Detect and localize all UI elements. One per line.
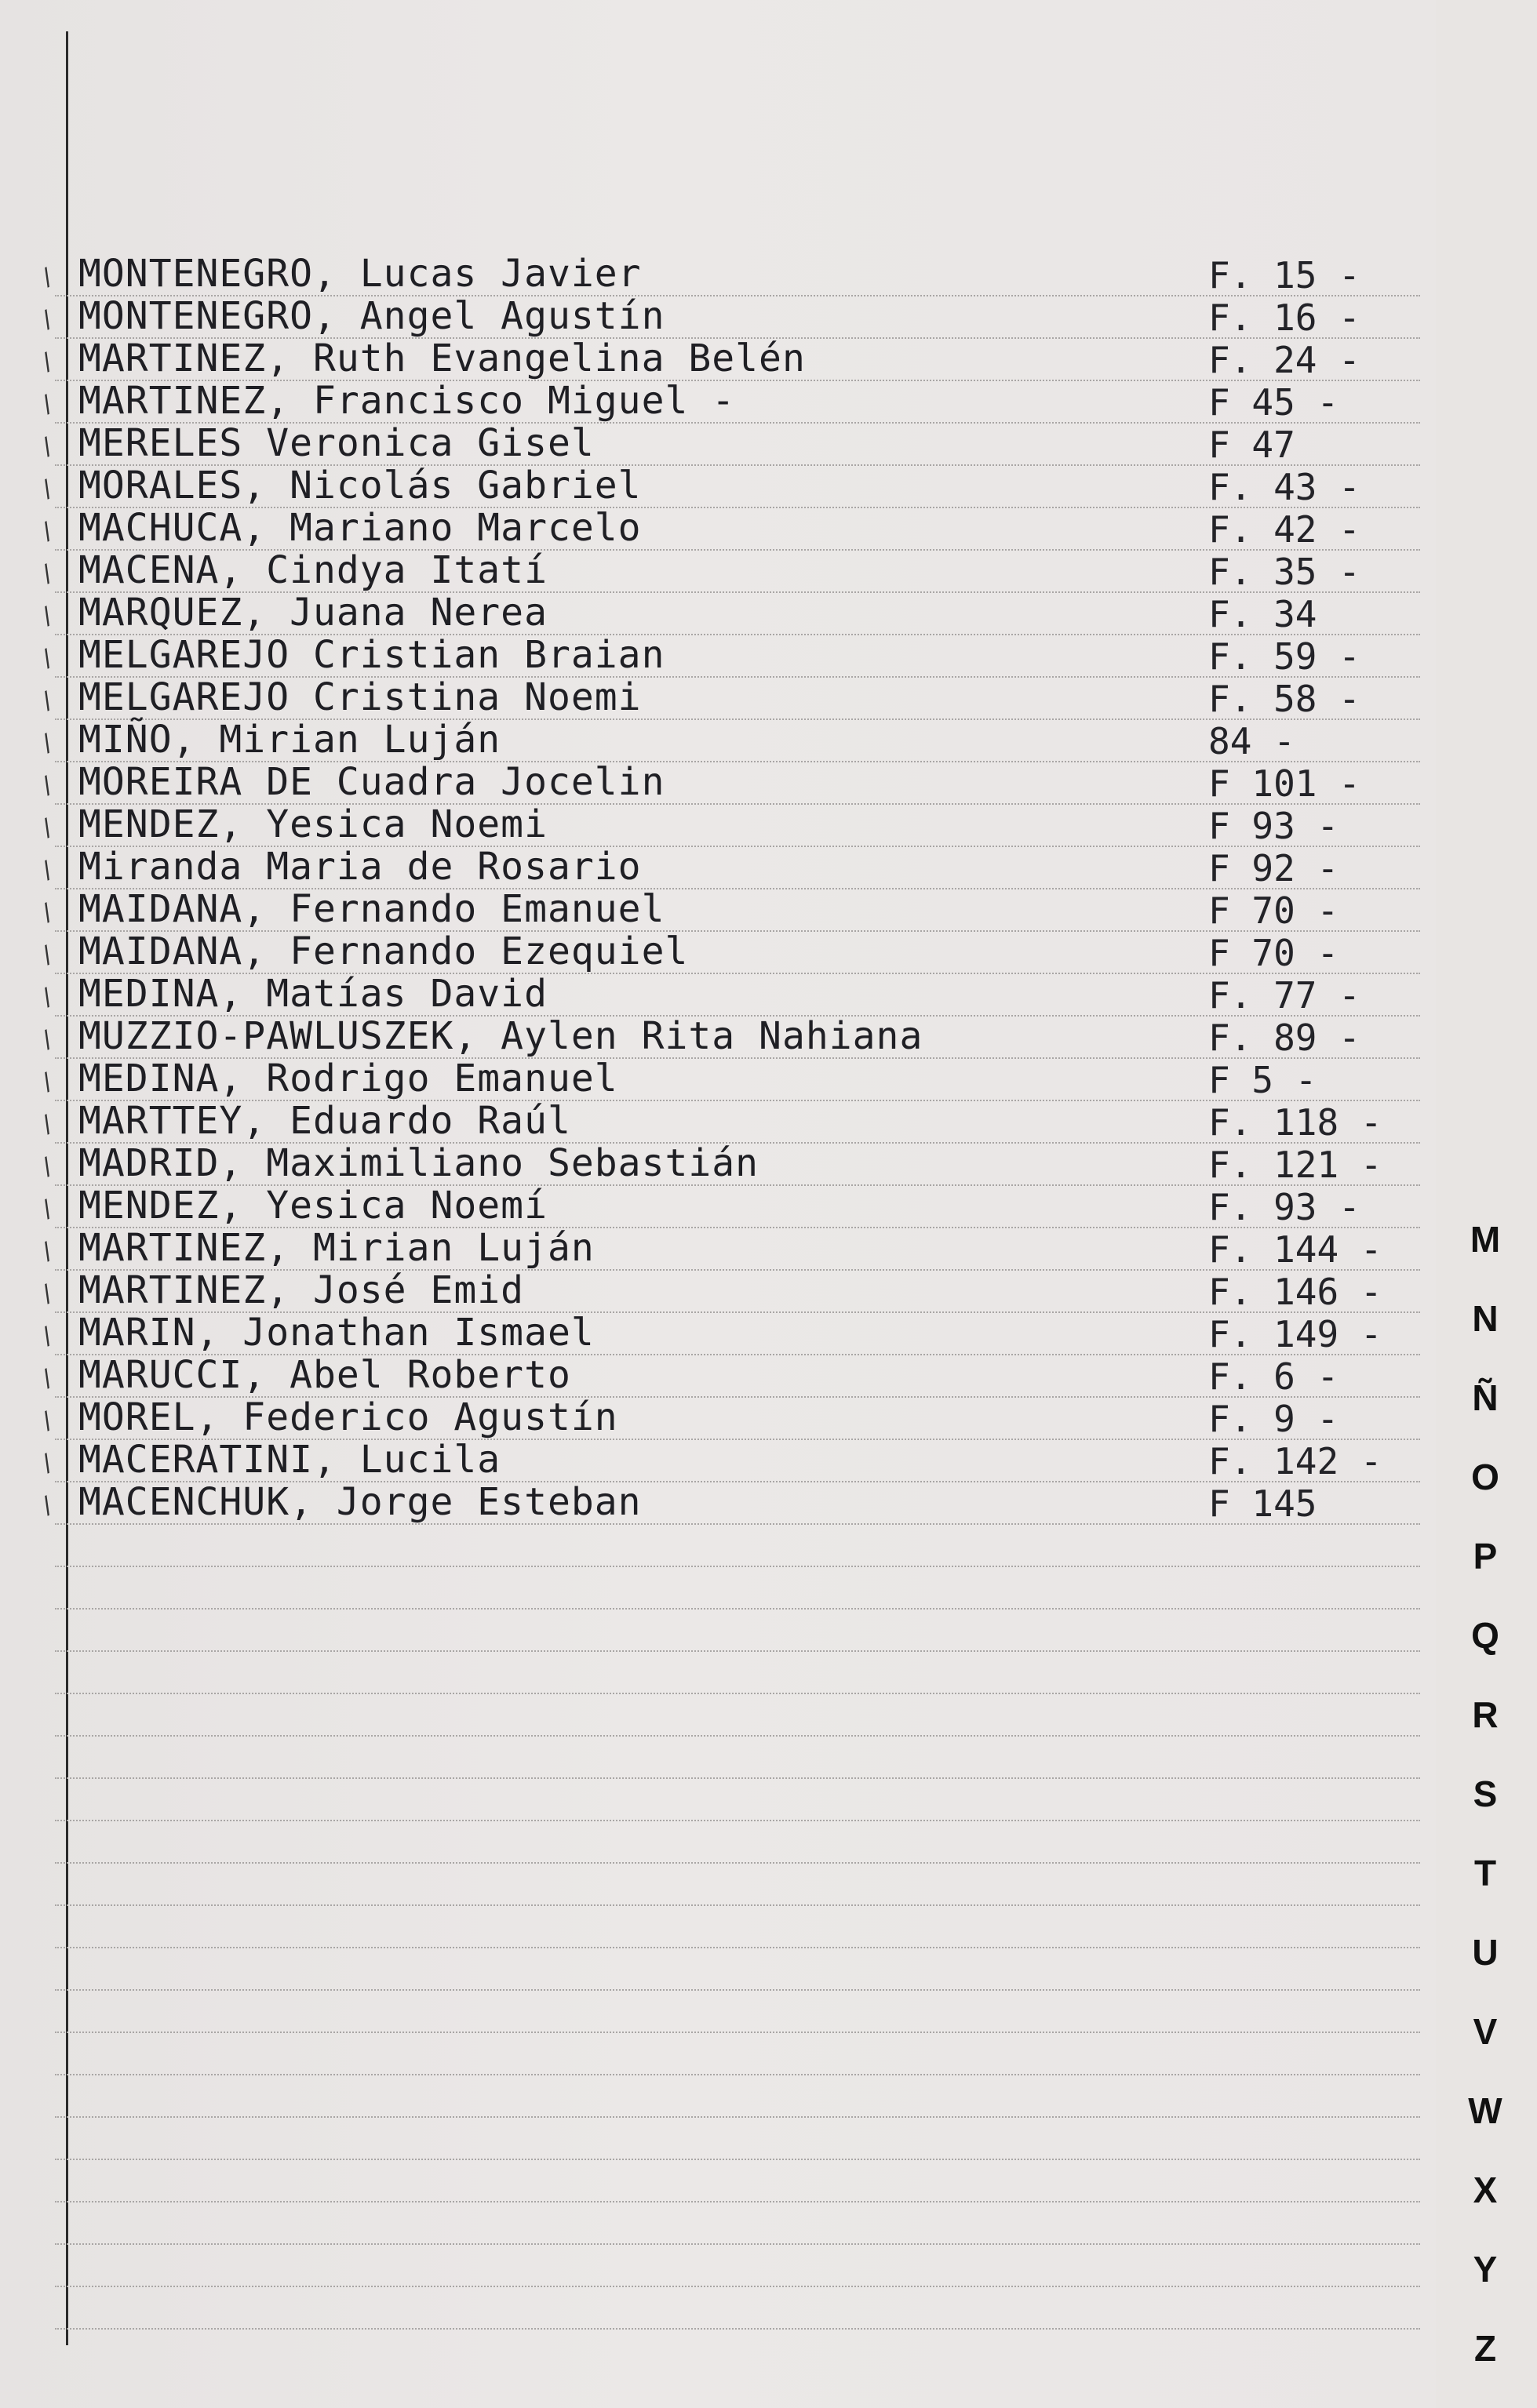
list-item xyxy=(0,927,1436,974)
entry-name: MUZZIO-PAWLUSZEK, Aylen Rita Nahiana xyxy=(78,1014,923,1058)
list-item xyxy=(0,1139,1436,1186)
check-mark-icon: / xyxy=(38,771,57,800)
index-tab[interactable]: Z xyxy=(1473,2328,1497,2369)
check-mark-icon: / xyxy=(38,1195,57,1224)
entry-name: MARQUEZ, Juana Nerea xyxy=(78,591,548,635)
index-tab[interactable]: Y xyxy=(1473,2249,1498,2290)
list-item xyxy=(0,1054,1436,1101)
check-mark-icon: / xyxy=(38,1068,57,1097)
check-mark-icon: / xyxy=(38,263,57,292)
entry-folio: F. 77 - xyxy=(1208,974,1360,1017)
ruled-line xyxy=(55,2243,1420,2245)
entry-name: MARTINEZ, Mirian Luján xyxy=(78,1226,595,1270)
entry-folio: F. 144 - xyxy=(1208,1228,1382,1271)
entry-folio: F. 43 - xyxy=(1208,466,1360,508)
entry-folio: F. 16 - xyxy=(1208,296,1360,339)
index-tab[interactable]: U xyxy=(1472,1932,1499,1973)
ruled-line xyxy=(55,2074,1420,2075)
check-mark-icon: / xyxy=(38,813,57,842)
index-tab[interactable]: Q xyxy=(1471,1615,1499,1656)
list-item xyxy=(0,715,1436,762)
list-item xyxy=(0,1393,1436,1440)
entry-name: MACENA, Cindya Itatí xyxy=(78,548,548,592)
ruled-line xyxy=(55,1989,1420,1991)
entry-folio: F. 93 - xyxy=(1208,1186,1360,1228)
entry-folio: F. 89 - xyxy=(1208,1017,1360,1059)
entry-folio: F 47 xyxy=(1208,424,1295,466)
entry-folio: F. 6 - xyxy=(1208,1355,1339,1398)
ruled-line xyxy=(55,1566,1420,1567)
entry-name: MAIDANA, Fernando Ezequiel xyxy=(78,929,689,973)
entry-name: MACENCHUK, Jorge Esteban xyxy=(78,1480,642,1524)
entry-name: MOREIRA DE Cuadra Jocelin xyxy=(78,760,665,804)
entry-name: MELGAREJO Cristina Noemi xyxy=(78,675,642,719)
list-item xyxy=(0,334,1436,381)
list-item xyxy=(0,631,1436,678)
list-item xyxy=(0,1224,1436,1271)
ruled-line xyxy=(55,1735,1420,1737)
entry-name: MARTINEZ, José Emid xyxy=(78,1268,525,1312)
entry-name: MADRID, Maximiliano Sebastián xyxy=(78,1141,759,1185)
ruled-line xyxy=(55,2328,1420,2330)
index-tab[interactable]: W xyxy=(1468,2090,1502,2131)
index-tab[interactable]: Ñ xyxy=(1472,1377,1499,1418)
check-mark-icon: / xyxy=(38,729,57,758)
entry-folio: F 145 xyxy=(1208,1482,1317,1525)
check-mark-icon: / xyxy=(38,1025,57,1054)
list-item xyxy=(0,758,1436,805)
entry-folio: F. 34 xyxy=(1208,593,1317,635)
entry-folio: F. 24 - xyxy=(1208,339,1360,381)
check-mark-icon: / xyxy=(38,856,57,885)
entry-folio: F. 121 - xyxy=(1208,1144,1382,1186)
entry-folio: F. 149 - xyxy=(1208,1313,1382,1355)
ruled-line xyxy=(55,1693,1420,1694)
list-item xyxy=(0,249,1436,296)
ruled-line xyxy=(55,2159,1420,2160)
list-item xyxy=(0,673,1436,720)
ruled-line xyxy=(55,1777,1420,1779)
entry-name: MACHUCA, Mariano Marcelo xyxy=(78,506,642,550)
ruled-line xyxy=(55,2286,1420,2287)
entry-name: MEDINA, Rodrigo Emanuel xyxy=(78,1057,618,1100)
ruled-line xyxy=(55,2032,1420,2033)
check-mark-icon: / xyxy=(38,390,57,419)
entry-folio: F 93 - xyxy=(1208,805,1339,847)
entry-name: MACERATINI, Lucila xyxy=(78,1438,501,1482)
index-tab[interactable]: O xyxy=(1471,1457,1499,1497)
check-mark-icon: / xyxy=(38,1237,57,1266)
list-item xyxy=(0,1266,1436,1313)
entry-folio: F. 42 - xyxy=(1208,508,1360,551)
list-item xyxy=(0,292,1436,339)
entry-folio: F. 9 - xyxy=(1208,1398,1339,1440)
list-item xyxy=(0,376,1436,424)
entry-name: MONTENEGRO, Lucas Javier xyxy=(78,252,642,296)
list-item xyxy=(0,588,1436,635)
check-mark-icon: / xyxy=(38,559,57,588)
entry-name: MARIN, Jonathan Ismael xyxy=(78,1311,595,1355)
index-tab[interactable]: V xyxy=(1473,2011,1498,2052)
list-item xyxy=(0,419,1436,466)
alphabet-index-tabs xyxy=(1442,1200,1528,2408)
entry-name: MENDEZ, Yesica Noemi xyxy=(78,802,548,846)
check-mark-icon: / xyxy=(38,1152,57,1181)
entry-name: MARTTEY, Eduardo Raúl xyxy=(78,1099,571,1143)
entry-folio: F 92 - xyxy=(1208,847,1339,889)
check-mark-icon: / xyxy=(38,686,57,715)
index-tab[interactable]: N xyxy=(1472,1298,1499,1339)
list-item xyxy=(0,885,1436,932)
entry-name: MARUCCI, Abel Roberto xyxy=(78,1353,571,1397)
entry-name: MOREL, Federico Agustín xyxy=(78,1395,618,1439)
entry-name: MAIDANA, Fernando Emanuel xyxy=(78,887,665,931)
check-mark-icon: / xyxy=(38,1491,57,1520)
check-mark-icon: / xyxy=(38,1279,57,1308)
list-item xyxy=(0,1181,1436,1228)
entry-folio: F 70 - xyxy=(1208,889,1339,932)
check-mark-icon: / xyxy=(38,1406,57,1435)
list-item xyxy=(0,546,1436,593)
entry-folio: F. 146 - xyxy=(1208,1271,1382,1313)
entry-name: MELGAREJO Cristian Braian xyxy=(78,633,665,677)
ruled-line xyxy=(55,1904,1420,1906)
entry-name: MARTINEZ, Francisco Miguel - xyxy=(78,379,736,423)
entry-folio: F. 142 - xyxy=(1208,1440,1382,1482)
check-mark-icon: / xyxy=(38,1322,57,1351)
entry-folio: F 101 - xyxy=(1208,762,1360,805)
entry-folio: F. 15 - xyxy=(1208,254,1360,296)
entry-folio: F. 58 - xyxy=(1208,678,1360,720)
check-mark-icon: / xyxy=(38,644,57,673)
entry-folio: F 45 - xyxy=(1208,381,1339,424)
check-mark-icon: / xyxy=(38,347,57,376)
check-mark-icon: / xyxy=(38,898,57,927)
entry-name: MERELES Veronica Gisel xyxy=(78,421,595,465)
list-item xyxy=(0,1478,1436,1525)
ruled-line xyxy=(55,2116,1420,2118)
index-tab[interactable]: T xyxy=(1473,1853,1497,1893)
check-mark-icon: / xyxy=(38,432,57,461)
list-item xyxy=(0,1308,1436,1355)
entry-folio: F. 118 - xyxy=(1208,1101,1382,1144)
list-item xyxy=(0,800,1436,847)
entry-name: MEDINA, Matías David xyxy=(78,972,548,1016)
list-item xyxy=(0,842,1436,889)
entry-folio: F. 35 - xyxy=(1208,551,1360,593)
check-mark-icon: / xyxy=(38,1364,57,1393)
list-item xyxy=(0,1351,1436,1398)
entry-folio: 84 - xyxy=(1208,720,1295,762)
check-mark-icon: / xyxy=(38,602,57,631)
list-item xyxy=(0,504,1436,551)
ruled-line xyxy=(55,1947,1420,1948)
check-mark-icon: / xyxy=(38,305,57,334)
list-item xyxy=(0,1097,1436,1144)
check-mark-icon: / xyxy=(38,475,57,504)
entry-name: Miranda Maria de Rosario xyxy=(78,845,642,889)
list-item xyxy=(0,1435,1436,1482)
entry-name: MONTENEGRO, Angel Agustín xyxy=(78,294,665,338)
check-mark-icon: / xyxy=(38,1110,57,1139)
entry-name: MARTINEZ, Ruth Evangelina Belén xyxy=(78,336,806,380)
check-mark-icon: / xyxy=(38,983,57,1012)
list-item xyxy=(0,461,1436,508)
ruled-line xyxy=(55,1820,1420,1821)
ruled-line xyxy=(55,1650,1420,1652)
entry-folio: F 5 - xyxy=(1208,1059,1317,1101)
check-mark-icon: / xyxy=(38,517,57,546)
entry-folio: F. 59 - xyxy=(1208,635,1360,678)
entry-name: MENDEZ, Yesica Noemí xyxy=(78,1184,548,1228)
index-tab[interactable]: S xyxy=(1473,1773,1498,1814)
check-mark-icon: / xyxy=(38,1449,57,1478)
index-tab[interactable]: R xyxy=(1472,1694,1499,1735)
index-tab[interactable]: P xyxy=(1473,1536,1498,1577)
list-item xyxy=(0,1012,1436,1059)
ruled-line xyxy=(55,1862,1420,1864)
entry-name: MORALES, Nicolás Gabriel xyxy=(78,464,642,507)
check-mark-icon: / xyxy=(38,940,57,969)
entry-name: MIÑO, Mirian Luján xyxy=(78,718,501,762)
ruled-line xyxy=(55,2201,1420,2202)
ruled-line xyxy=(55,1608,1420,1610)
entry-folio: F 70 - xyxy=(1208,932,1339,974)
index-tab[interactable]: M xyxy=(1470,1219,1501,1260)
index-tab[interactable]: X xyxy=(1473,2170,1498,2210)
list-item xyxy=(0,969,1436,1017)
